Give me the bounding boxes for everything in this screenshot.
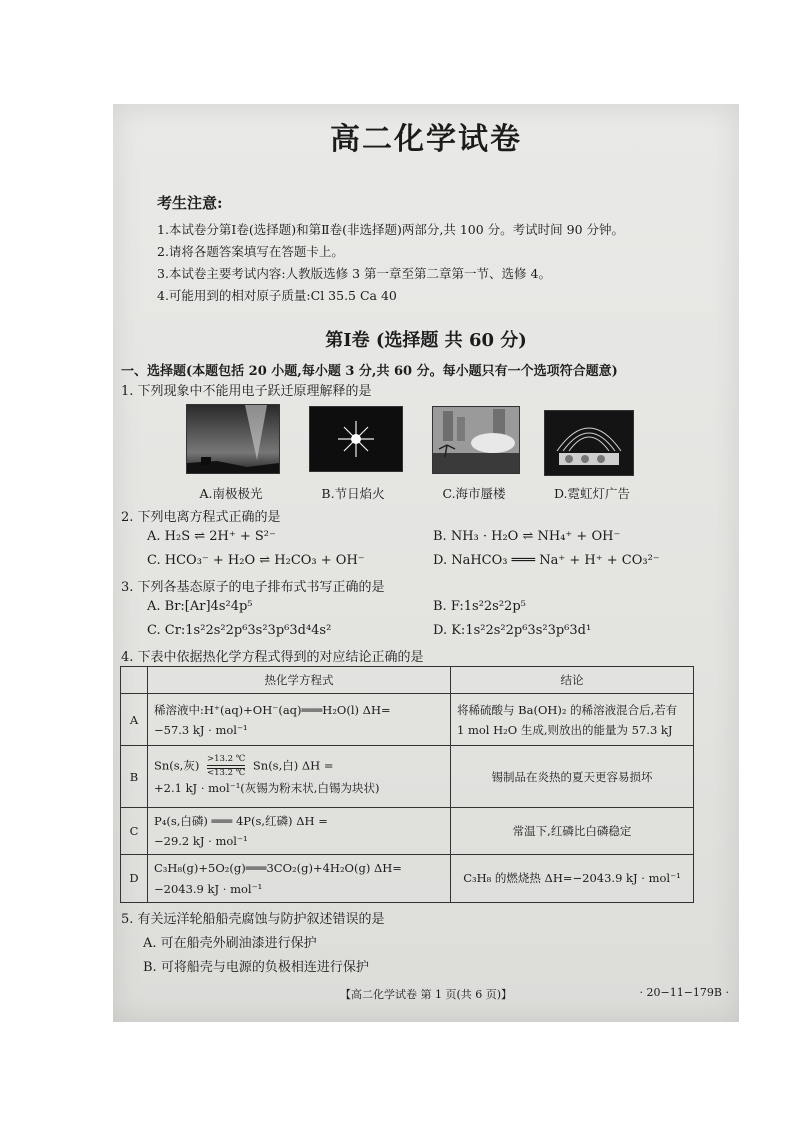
header-equation: 热化学方程式 bbox=[148, 667, 451, 694]
q5-option-a: A. 可在船壳外刷油漆进行保护 bbox=[143, 936, 317, 951]
table-row bbox=[121, 694, 694, 746]
reactant: Sn(s,灰) bbox=[154, 758, 200, 773]
row-label: A bbox=[121, 694, 148, 746]
notice-heading: 考生注意: bbox=[157, 194, 223, 212]
conclusion-line: 1 mol H₂O 生成,则放出的能量为 57.3 kJ bbox=[457, 722, 673, 737]
notice-item-3: 3.本试卷主要考试内容:人教版选修 3 第一章至第二章第一节、选修 4。 bbox=[157, 266, 551, 281]
equation-line: −29.2 kJ · mol⁻¹ bbox=[154, 834, 248, 849]
q3-option-b: B. F:1s²2s²2p⁵ bbox=[433, 599, 526, 614]
row-equation bbox=[148, 694, 451, 746]
equilibrium-condition bbox=[207, 755, 245, 778]
q4-stem: 4. 下表中依据热化学方程式得到的对应结论正确的是 bbox=[121, 650, 424, 665]
row-conclusion: 锡制品在炎热的夏天更容易损坏 bbox=[451, 746, 694, 808]
equation-line: +2.1 kJ · mol⁻¹(灰锡为粉末状,白锡为块状) bbox=[154, 780, 380, 795]
q2-option-d: D. NaHCO₃ ═══ Na⁺ + H⁺ + CO₃²⁻ bbox=[433, 553, 660, 568]
q2-option-c: C. HCO₃⁻ + H₂O ⇌ H₂CO₃ + OH⁻ bbox=[147, 553, 365, 568]
row-conclusion: C₃H₈ 的燃烧热 ΔH=−2043.9 kJ · mol⁻¹ bbox=[451, 855, 694, 902]
equation-line: P₄(s,白磷) ═══ 4P(s,红磷) ΔH = bbox=[154, 814, 328, 829]
fireworks-image bbox=[309, 406, 403, 472]
conclusion-line: 将稀硫酸与 Ba(OH)₂ 的稀溶液混合后,若有 bbox=[457, 702, 678, 717]
table-row bbox=[121, 746, 694, 808]
equation-line bbox=[154, 755, 444, 778]
row-label: C bbox=[121, 808, 148, 855]
q2-option-b: B. NH₃ · H₂O ⇌ NH₄⁺ + OH⁻ bbox=[433, 529, 621, 544]
q1-caption-c: C.海市蜃楼 bbox=[442, 486, 506, 501]
notice-item-1: 1.本试卷分第Ⅰ卷(选择题)和第Ⅱ卷(非选择题)两部分,共 100 分。考试时间 90 分钟。 bbox=[157, 222, 624, 237]
row-equation bbox=[148, 746, 451, 808]
q1-caption-b: B.节日焰火 bbox=[321, 486, 385, 501]
row-conclusion bbox=[451, 694, 694, 746]
condition-top: >13.2 ℃ bbox=[206, 754, 246, 765]
q1-stem: 1. 下列现象中不能用电子跃迁原理解释的是 bbox=[121, 384, 372, 399]
row-label: D bbox=[121, 855, 148, 902]
equation-line: C₃H₈(g)+5O₂(g)═══3CO₂(g)+4H₂O(g) ΔH= bbox=[154, 861, 402, 876]
q1-caption-d: D.霓虹灯广告 bbox=[553, 486, 631, 501]
q5-stem: 5. 有关远洋轮船船壳腐蚀与防护叙述错误的是 bbox=[121, 912, 385, 927]
q2-stem: 2. 下列电离方程式正确的是 bbox=[121, 510, 281, 525]
exam-title: 高二化学试卷 bbox=[330, 122, 522, 157]
q2-option-a: A. H₂S ⇌ 2H⁺ + S²⁻ bbox=[147, 529, 276, 544]
row-equation bbox=[148, 808, 451, 855]
page-footer: 【高二化学试卷 第 1 页(共 6 页)】 bbox=[339, 988, 513, 1001]
q3-option-a: A. Br:[Ar]4s²4p⁵ bbox=[147, 599, 253, 614]
q3-stem: 3. 下列各基态原子的电子排布式书写正确的是 bbox=[121, 580, 385, 595]
part1-heading: 一、选择题(本题包括 20 小题,每小题 3 分,共 60 分。每小题只有一个选项符合题意) bbox=[121, 364, 618, 379]
condition-bottom: <13.2 ℃ bbox=[206, 767, 246, 778]
q3-option-c: C. Cr:1s²2s²2p⁶3s²3p⁶3d⁴4s² bbox=[147, 623, 332, 638]
equation-line: −2043.9 kJ · mol⁻¹ bbox=[154, 881, 263, 896]
thermochem-table bbox=[120, 666, 694, 903]
table-row bbox=[121, 855, 694, 902]
row-label: B bbox=[121, 746, 148, 808]
exam-paper bbox=[113, 104, 739, 1022]
notice-item-2: 2.请将各题答案填写在答题卡上。 bbox=[157, 244, 344, 259]
q5-option-b: B. 可将船壳与电源的负极相连进行保护 bbox=[143, 960, 369, 975]
aurora-image bbox=[186, 404, 280, 474]
neon-sign-image bbox=[544, 410, 634, 476]
table-row bbox=[121, 808, 694, 855]
section-title: 第Ⅰ卷 (选择题 共 60 分) bbox=[325, 330, 527, 351]
q1-caption-a: A.南极极光 bbox=[199, 486, 263, 501]
notice-item-4: 4.可能用到的相对原子质量:Cl 35.5 Ca 40 bbox=[157, 288, 397, 303]
mirage-image bbox=[432, 406, 520, 474]
equation-line: −57.3 kJ · mol⁻¹ bbox=[154, 722, 248, 737]
q3-option-d: D. K:1s²2s²2p⁶3s²3p⁶3d¹ bbox=[433, 623, 592, 638]
product: Sn(s,白) ΔH = bbox=[252, 758, 334, 773]
paper-code: · 20−11−179B · bbox=[639, 986, 729, 999]
table-header-row bbox=[121, 667, 694, 694]
header-conclusion: 结论 bbox=[451, 667, 694, 694]
row-conclusion: 常温下,红磷比白磷稳定 bbox=[451, 808, 694, 855]
row-equation bbox=[148, 855, 451, 902]
equation-line: 稀溶液中:H⁺(aq)+OH⁻(aq)═══H₂O(l) ΔH= bbox=[154, 702, 391, 717]
